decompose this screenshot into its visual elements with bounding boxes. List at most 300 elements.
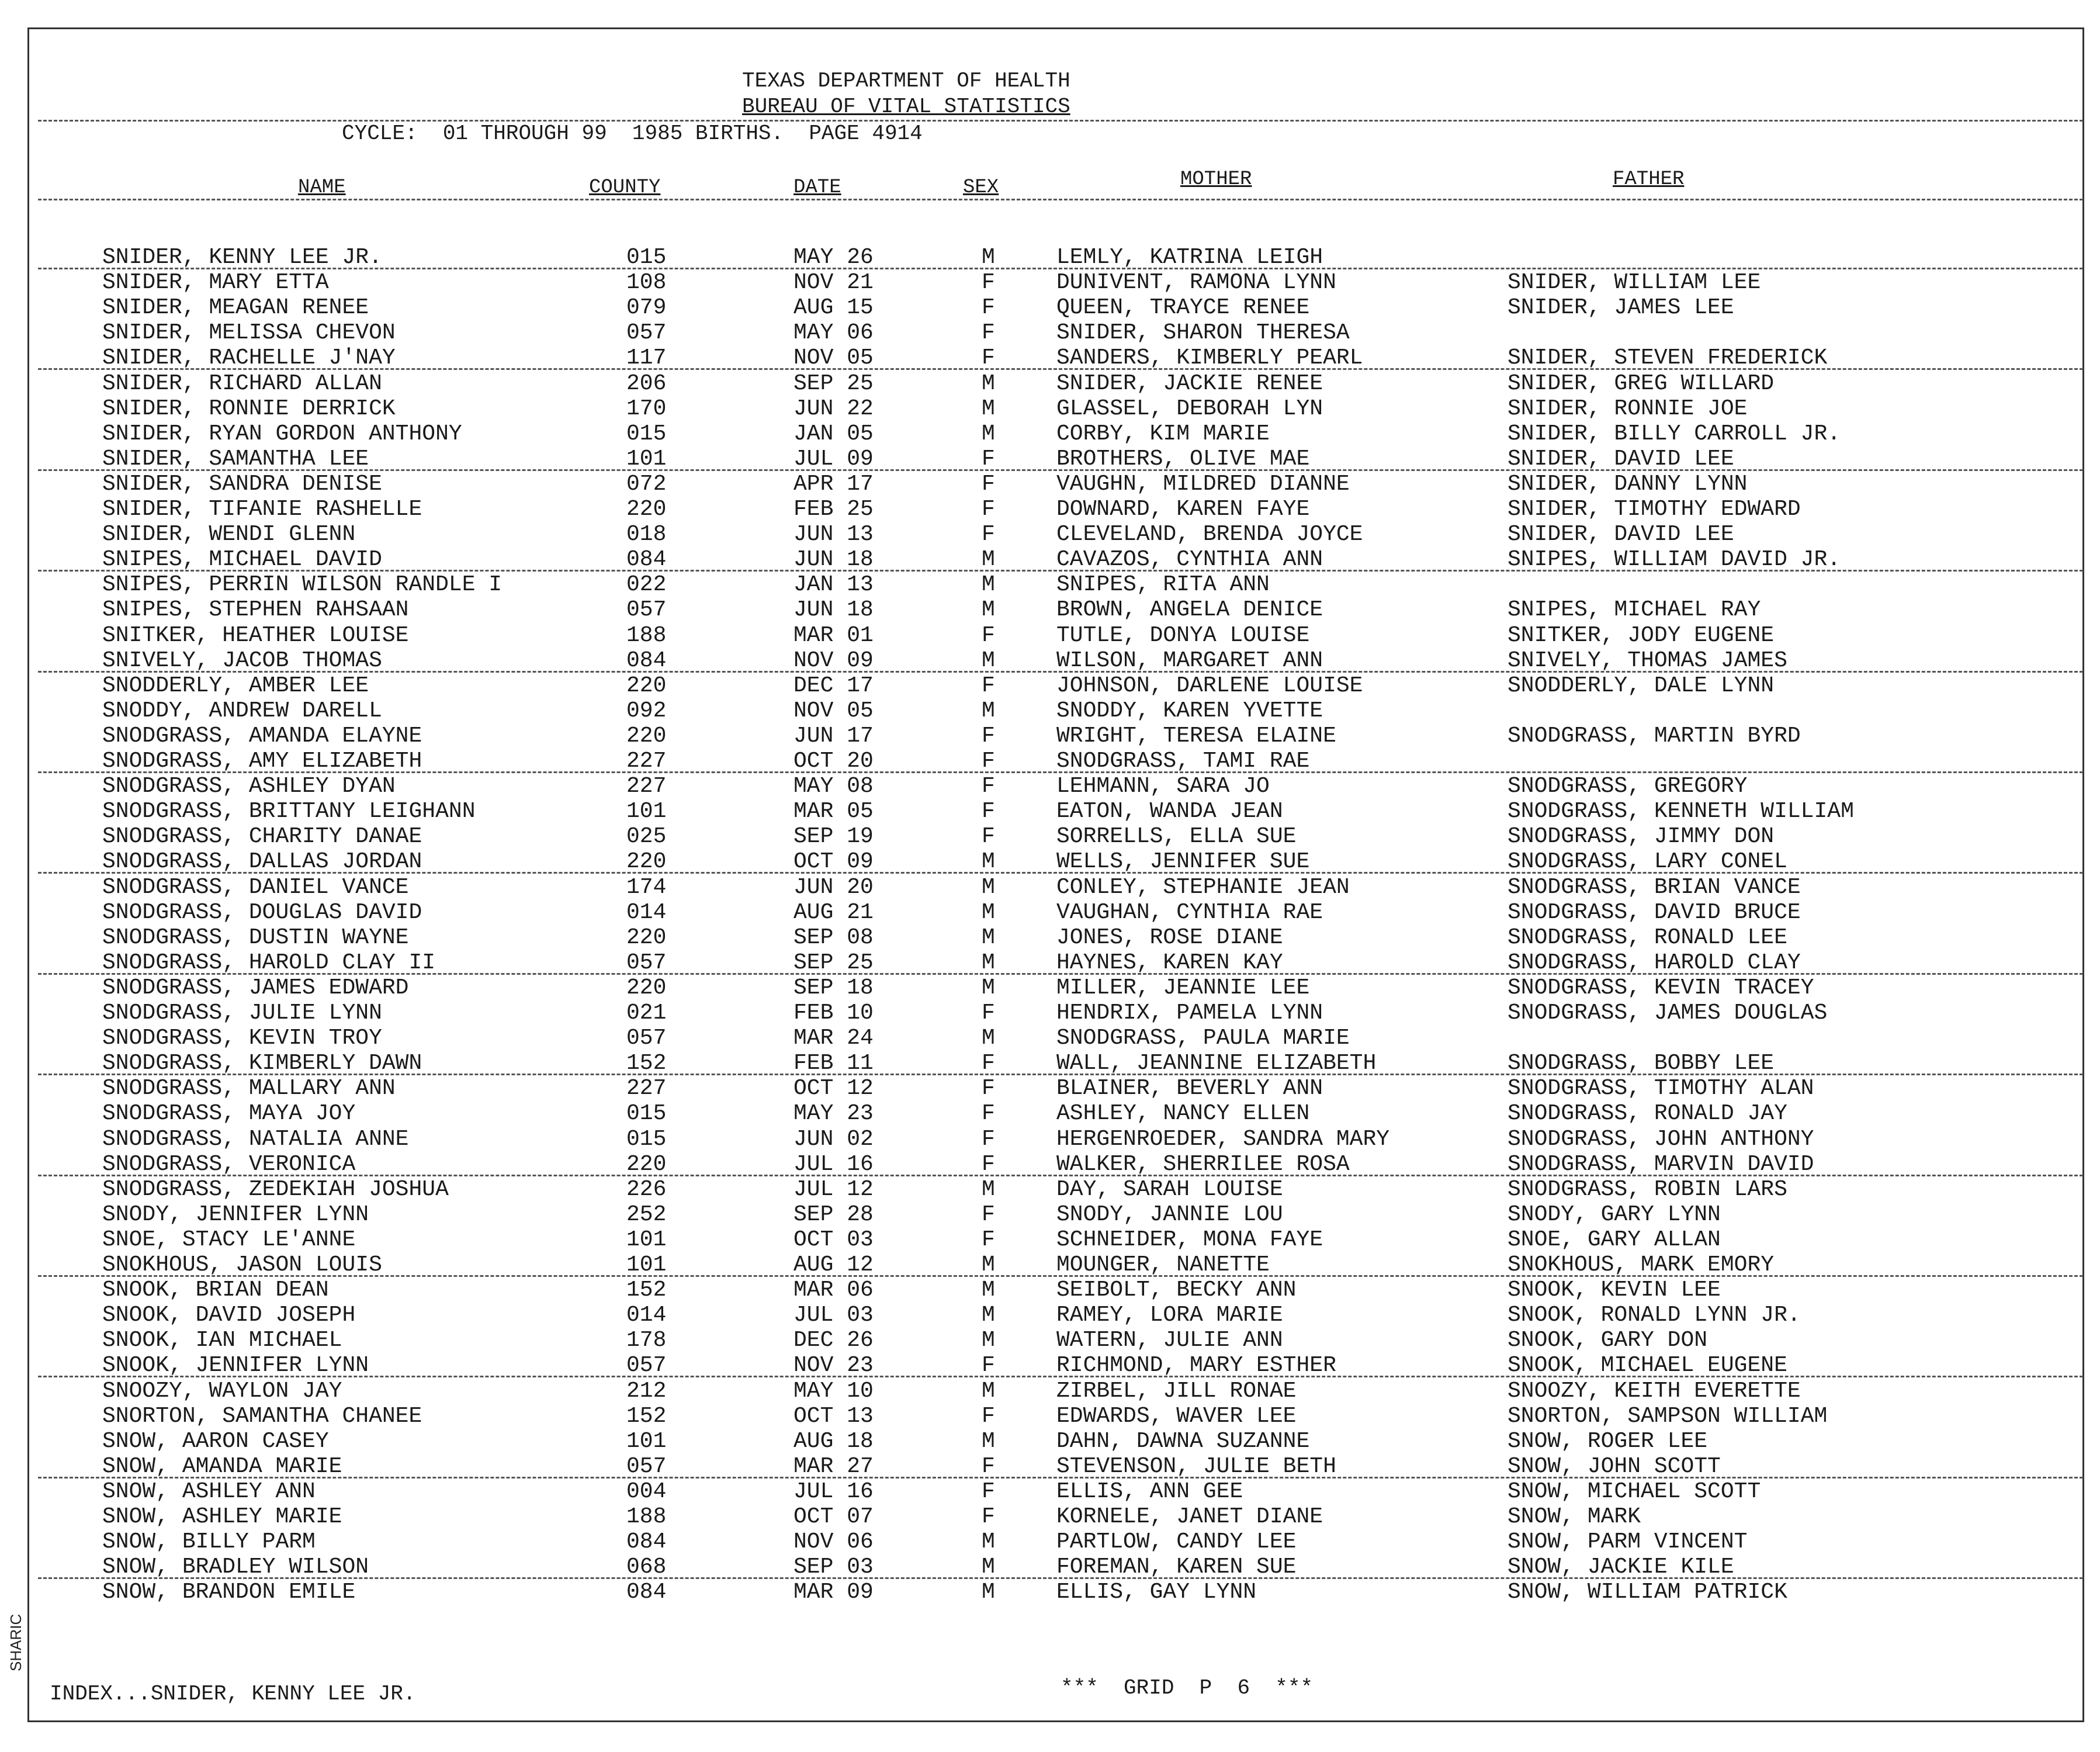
cell-name: SNOW, BILLY PARM bbox=[102, 1529, 316, 1554]
cell-sex: M bbox=[982, 950, 995, 975]
cell-county: 220 bbox=[626, 497, 667, 522]
cell-county: 170 bbox=[626, 396, 667, 421]
cell-sex: F bbox=[982, 673, 995, 698]
cell-sex: M bbox=[982, 925, 995, 950]
cell-name: SNIDER, KENNY LEE JR. bbox=[102, 245, 382, 270]
cell-date: MAY 23 bbox=[793, 1101, 874, 1126]
cell-county: 212 bbox=[626, 1379, 667, 1404]
cell-mother: BROWN, ANGELA DENICE bbox=[1056, 597, 1323, 622]
cell-father: SNODGRASS, BRIAN VANCE bbox=[1508, 875, 1801, 900]
cell-mother: SANDERS, KIMBERLY PEARL bbox=[1056, 345, 1363, 371]
cell-mother: SNODGRASS, TAMI RAE bbox=[1056, 749, 1310, 774]
column-header-mother: MOTHER bbox=[1180, 168, 1252, 191]
row-group-divider bbox=[38, 1577, 2083, 1579]
cell-name: SNOOK, JENNIFER LYNN bbox=[102, 1353, 369, 1378]
cell-sex: F bbox=[982, 1454, 995, 1479]
cell-name: SNIPES, STEPHEN RAHSAAN bbox=[102, 597, 409, 622]
cell-mother: VAUGHAN, CYNTHIA RAE bbox=[1056, 900, 1323, 925]
cell-father: SNIDER, DAVID LEE bbox=[1508, 446, 1734, 472]
cell-sex: F bbox=[982, 295, 995, 320]
cell-mother: MILLER, JEANNIE LEE bbox=[1056, 975, 1310, 1000]
cell-mother: MOUNGER, NANETTE bbox=[1056, 1252, 1270, 1277]
cell-father: SNOW, MARK bbox=[1508, 1504, 1641, 1529]
cell-date: MAY 08 bbox=[793, 774, 874, 799]
cell-name: SNOW, ASHLEY ANN bbox=[102, 1479, 316, 1504]
cell-father: SNIDER, BILLY CARROLL JR. bbox=[1508, 421, 1841, 446]
cell-county: 018 bbox=[626, 522, 667, 547]
cell-date: SEP 25 bbox=[793, 371, 874, 396]
cell-name: SNODGRASS, ZEDEKIAH JOSHUA bbox=[102, 1177, 449, 1202]
cell-father: SNOOK, MICHAEL EUGENE bbox=[1508, 1353, 1787, 1378]
cell-sex: M bbox=[982, 875, 995, 900]
cell-date: SEP 03 bbox=[793, 1554, 874, 1580]
cell-date: NOV 06 bbox=[793, 1529, 874, 1554]
cell-sex: F bbox=[982, 1127, 995, 1152]
cell-county: 015 bbox=[626, 245, 667, 270]
cell-sex: M bbox=[982, 849, 995, 874]
cell-county: 101 bbox=[626, 446, 667, 472]
cell-mother: TUTLE, DONYA LOUISE bbox=[1056, 623, 1310, 648]
row-group-divider bbox=[38, 671, 2083, 673]
cell-sex: F bbox=[982, 623, 995, 648]
row-group-divider bbox=[38, 1477, 2083, 1479]
cell-sex: F bbox=[982, 774, 995, 799]
cell-date: OCT 07 bbox=[793, 1504, 874, 1529]
cell-date: JAN 05 bbox=[793, 421, 874, 446]
cell-date: AUG 12 bbox=[793, 1252, 874, 1277]
cell-father: SNODGRASS, JAMES DOUGLAS bbox=[1508, 1000, 1828, 1026]
cell-name: SNODGRASS, MALLARY ANN bbox=[102, 1076, 396, 1101]
cell-sex: M bbox=[982, 572, 995, 597]
cell-mother: DUNIVENT, RAMONA LYNN bbox=[1056, 270, 1336, 295]
cell-sex: F bbox=[982, 749, 995, 774]
cell-sex: F bbox=[982, 320, 995, 345]
cell-date: MAY 10 bbox=[793, 1379, 874, 1404]
cell-county: 220 bbox=[626, 849, 667, 874]
cell-county: 101 bbox=[626, 1227, 667, 1252]
cell-name: SNOOK, IAN MICHAEL bbox=[102, 1328, 342, 1353]
cell-mother: SNIDER, JACKIE RENEE bbox=[1056, 371, 1323, 396]
row-group-divider bbox=[38, 973, 2083, 975]
cell-county: 227 bbox=[626, 774, 667, 799]
cell-sex: M bbox=[982, 1303, 995, 1328]
cell-date: JUL 03 bbox=[793, 1303, 874, 1328]
cell-father: SNORTON, SAMPSON WILLIAM bbox=[1508, 1404, 1828, 1429]
row-group-divider bbox=[38, 1275, 2083, 1277]
cell-county: 015 bbox=[626, 1101, 667, 1126]
column-header-name: NAME bbox=[298, 176, 346, 199]
cell-date: NOV 09 bbox=[793, 648, 874, 673]
cell-father: SNOW, PARM VINCENT bbox=[1508, 1529, 1748, 1554]
cell-date: JUL 16 bbox=[793, 1152, 874, 1177]
cell-sex: M bbox=[982, 900, 995, 925]
cell-county: 092 bbox=[626, 698, 667, 723]
cell-mother: DAY, SARAH LOUISE bbox=[1056, 1177, 1283, 1202]
cell-date: JUL 09 bbox=[793, 446, 874, 472]
cell-county: 057 bbox=[626, 950, 667, 975]
cell-date: SEP 08 bbox=[793, 925, 874, 950]
cell-mother: RAMEY, LORA MARIE bbox=[1056, 1303, 1283, 1328]
cell-father: SNIDER, STEVEN FREDERICK bbox=[1508, 345, 1828, 371]
cell-sex: M bbox=[982, 1026, 995, 1051]
cell-date: OCT 09 bbox=[793, 849, 874, 874]
cell-name: SNOW, BRANDON EMILE bbox=[102, 1580, 356, 1605]
cell-sex: F bbox=[982, 1000, 995, 1026]
cell-mother: SORRELLS, ELLA SUE bbox=[1056, 824, 1297, 849]
cell-date: NOV 05 bbox=[793, 345, 874, 371]
cell-father: SNODGRASS, RONALD LEE bbox=[1508, 925, 1787, 950]
cell-sex: M bbox=[982, 371, 995, 396]
cell-sex: M bbox=[982, 547, 995, 572]
cell-sex: M bbox=[982, 1252, 995, 1277]
cell-date: JUL 16 bbox=[793, 1479, 874, 1504]
cell-county: 057 bbox=[626, 1353, 667, 1378]
cell-date: JUN 18 bbox=[793, 547, 874, 572]
cell-mother: WILSON, MARGARET ANN bbox=[1056, 648, 1323, 673]
footer-grid: *** GRID P 6 *** bbox=[1061, 1676, 1314, 1700]
cell-name: SNODGRASS, BRITTANY LEIGHANN bbox=[102, 799, 476, 824]
cell-name: SNIDER, RACHELLE J'NAY bbox=[102, 345, 396, 371]
cell-name: SNIDER, MELISSA CHEVON bbox=[102, 320, 396, 345]
cell-sex: F bbox=[982, 824, 995, 849]
cell-mother: GLASSEL, DEBORAH LYN bbox=[1056, 396, 1323, 421]
row-group-divider bbox=[38, 771, 2083, 773]
cell-father: SNODGRASS, KEVIN TRACEY bbox=[1508, 975, 1814, 1000]
header-bureau: BUREAU OF VITAL STATISTICS bbox=[742, 95, 1070, 119]
cell-date: MAR 27 bbox=[793, 1454, 874, 1479]
cell-date: MAR 05 bbox=[793, 799, 874, 824]
cell-county: 021 bbox=[626, 1000, 667, 1026]
column-header-father: FATHER bbox=[1613, 168, 1685, 191]
cell-sex: F bbox=[982, 497, 995, 522]
cell-county: 220 bbox=[626, 723, 667, 749]
cell-father: SNIDER, WILLIAM LEE bbox=[1508, 270, 1761, 295]
cell-date: OCT 20 bbox=[793, 749, 874, 774]
cell-name: SNIDER, WENDI GLENN bbox=[102, 522, 356, 547]
cell-father: SNITKER, JODY EUGENE bbox=[1508, 623, 1775, 648]
cell-sex: M bbox=[982, 1580, 995, 1605]
cell-county: 072 bbox=[626, 472, 667, 497]
cell-father: SNIDER, JAMES LEE bbox=[1508, 295, 1734, 320]
cell-sex: F bbox=[982, 446, 995, 472]
cell-mother: RICHMOND, MARY ESTHER bbox=[1056, 1353, 1336, 1378]
cell-sex: F bbox=[982, 345, 995, 371]
cell-mother: ASHLEY, NANCY ELLEN bbox=[1056, 1101, 1310, 1126]
cell-county: 014 bbox=[626, 1303, 667, 1328]
cell-sex: F bbox=[982, 1202, 995, 1227]
cell-date: JUN 18 bbox=[793, 597, 874, 622]
cell-name: SNOW, ASHLEY MARIE bbox=[102, 1504, 342, 1529]
cell-name: SNORTON, SAMANTHA CHANEE bbox=[102, 1404, 422, 1429]
cell-date: MAY 06 bbox=[793, 320, 874, 345]
cell-sex: M bbox=[982, 1429, 995, 1454]
cell-father: SNIPES, MICHAEL RAY bbox=[1508, 597, 1761, 622]
cell-name: SNOW, AMANDA MARIE bbox=[102, 1454, 342, 1479]
cell-date: NOV 05 bbox=[793, 698, 874, 723]
row-group-divider bbox=[38, 872, 2083, 874]
cell-county: 015 bbox=[626, 1127, 667, 1152]
cell-father: SNOOK, GARY DON bbox=[1508, 1328, 1708, 1353]
cell-mother: SNIPES, RITA ANN bbox=[1056, 572, 1270, 597]
cell-sex: F bbox=[982, 799, 995, 824]
cell-name: SNIDER, RYAN GORDON ANTHONY bbox=[102, 421, 462, 446]
cell-county: 084 bbox=[626, 1529, 667, 1554]
cell-father: SNODGRASS, GREGORY bbox=[1508, 774, 1748, 799]
cell-father: SNODGRASS, JOHN ANTHONY bbox=[1508, 1127, 1814, 1152]
cell-mother: EDWARDS, WAVER LEE bbox=[1056, 1404, 1297, 1429]
cell-mother: DAHN, DAWNA SUZANNE bbox=[1056, 1429, 1310, 1454]
cell-date: SEP 19 bbox=[793, 824, 874, 849]
cell-county: 014 bbox=[626, 900, 667, 925]
cell-father: SNIDER, DAVID LEE bbox=[1508, 522, 1734, 547]
cell-sex: F bbox=[982, 522, 995, 547]
cell-sex: M bbox=[982, 648, 995, 673]
cell-county: 220 bbox=[626, 673, 667, 698]
cell-date: MAR 24 bbox=[793, 1026, 874, 1051]
cell-sex: M bbox=[982, 1328, 995, 1353]
cell-county: 084 bbox=[626, 1580, 667, 1605]
cell-sex: F bbox=[982, 270, 995, 295]
cell-father: SNOW, ROGER LEE bbox=[1508, 1429, 1708, 1454]
cell-date: DEC 17 bbox=[793, 673, 874, 698]
cell-sex: M bbox=[982, 1554, 995, 1580]
cell-date: FEB 25 bbox=[793, 497, 874, 522]
cell-county: 117 bbox=[626, 345, 667, 371]
cell-date: NOV 21 bbox=[793, 270, 874, 295]
cell-father: SNOW, JACKIE KILE bbox=[1508, 1554, 1734, 1580]
cell-name: SNODGRASS, DANIEL VANCE bbox=[102, 875, 409, 900]
cell-sex: M bbox=[982, 975, 995, 1000]
cell-name: SNIPES, MICHAEL DAVID bbox=[102, 547, 382, 572]
cell-mother: CAVAZOS, CYNTHIA ANN bbox=[1056, 547, 1323, 572]
cell-mother: WATERN, JULIE ANN bbox=[1056, 1328, 1283, 1353]
cell-name: SNIDER, TIFANIE RASHELLE bbox=[102, 497, 422, 522]
cell-county: 101 bbox=[626, 1252, 667, 1277]
cell-sex: M bbox=[982, 1177, 995, 1202]
cell-sex: F bbox=[982, 1227, 995, 1252]
cell-county: 152 bbox=[626, 1404, 667, 1429]
cell-county: 174 bbox=[626, 875, 667, 900]
cell-date: FEB 10 bbox=[793, 1000, 874, 1026]
cell-sex: M bbox=[982, 1529, 995, 1554]
cell-sex: M bbox=[982, 421, 995, 446]
row-group-divider bbox=[38, 570, 2083, 572]
cell-mother: LEMLY, KATRINA LEIGH bbox=[1056, 245, 1323, 270]
cell-name: SNIDER, RONNIE DERRICK bbox=[102, 396, 396, 421]
row-group-divider bbox=[38, 368, 2083, 370]
cell-name: SNODGRASS, DOUGLAS DAVID bbox=[102, 900, 422, 925]
cell-sex: F bbox=[982, 1051, 995, 1076]
cell-county: 057 bbox=[626, 320, 667, 345]
cell-county: 227 bbox=[626, 1076, 667, 1101]
cell-name: SNODGRASS, MAYA JOY bbox=[102, 1101, 356, 1126]
cell-father: SNODGRASS, HAROLD CLAY bbox=[1508, 950, 1801, 975]
cell-name: SNODGRASS, DUSTIN WAYNE bbox=[102, 925, 409, 950]
cell-sex: M bbox=[982, 597, 995, 622]
cell-date: SEP 28 bbox=[793, 1202, 874, 1227]
header-department: TEXAS DEPARTMENT OF HEALTH bbox=[742, 69, 1070, 93]
cell-county: 101 bbox=[626, 1429, 667, 1454]
cell-name: SNITKER, HEATHER LOUISE bbox=[102, 623, 409, 648]
cell-county: 220 bbox=[626, 925, 667, 950]
column-header-date: DATE bbox=[793, 176, 841, 199]
cell-name: SNIDER, MARY ETTA bbox=[102, 270, 329, 295]
footer-index: INDEX...SNIDER, KENNY LEE JR. bbox=[50, 1682, 416, 1706]
cell-father: SNOW, MICHAEL SCOTT bbox=[1508, 1479, 1761, 1504]
column-header-county: COUNTY bbox=[589, 176, 661, 199]
cell-name: SNODGRASS, DALLAS JORDAN bbox=[102, 849, 422, 874]
cell-mother: STEVENSON, JULIE BETH bbox=[1056, 1454, 1336, 1479]
cell-date: OCT 03 bbox=[793, 1227, 874, 1252]
cell-date: SEP 25 bbox=[793, 950, 874, 975]
cell-sex: F bbox=[982, 723, 995, 749]
cell-date: NOV 23 bbox=[793, 1353, 874, 1378]
cell-name: SNODGRASS, ASHLEY DYAN bbox=[102, 774, 396, 799]
cell-mother: SNODDY, KAREN YVETTE bbox=[1056, 698, 1323, 723]
cell-father: SNOE, GARY ALLAN bbox=[1508, 1227, 1721, 1252]
cell-mother: HAYNES, KAREN KAY bbox=[1056, 950, 1283, 975]
cell-county: 068 bbox=[626, 1554, 667, 1580]
cell-county: 152 bbox=[626, 1277, 667, 1303]
cell-date: JUN 02 bbox=[793, 1127, 874, 1152]
cell-name: SNODDY, ANDREW DARELL bbox=[102, 698, 382, 723]
cell-name: SNIPES, PERRIN WILSON RANDLE I bbox=[102, 572, 503, 597]
cell-mother: WRIGHT, TERESA ELAINE bbox=[1056, 723, 1336, 749]
cell-county: 188 bbox=[626, 1504, 667, 1529]
cell-father: SNOOK, KEVIN LEE bbox=[1508, 1277, 1721, 1303]
cell-father: SNODGRASS, DAVID BRUCE bbox=[1508, 900, 1801, 925]
cell-mother: WELLS, JENNIFER SUE bbox=[1056, 849, 1310, 874]
cell-county: 178 bbox=[626, 1328, 667, 1353]
cell-name: SNODDERLY, AMBER LEE bbox=[102, 673, 369, 698]
cell-sex: F bbox=[982, 1404, 995, 1429]
cell-sex: F bbox=[982, 1076, 995, 1101]
cell-county: 227 bbox=[626, 749, 667, 774]
cell-county: 152 bbox=[626, 1051, 667, 1076]
cell-date: OCT 13 bbox=[793, 1404, 874, 1429]
cell-name: SNOW, AARON CASEY bbox=[102, 1429, 329, 1454]
cell-date: OCT 12 bbox=[793, 1076, 874, 1101]
cell-date: JUN 17 bbox=[793, 723, 874, 749]
cell-mother: FOREMAN, KAREN SUE bbox=[1056, 1554, 1297, 1580]
cell-county: 252 bbox=[626, 1202, 667, 1227]
row-group-divider bbox=[38, 1074, 2083, 1075]
cell-father: SNOOZY, KEITH EVERETTE bbox=[1508, 1379, 1801, 1404]
cell-father: SNODGRASS, MARVIN DAVID bbox=[1508, 1152, 1814, 1177]
cell-mother: DOWNARD, KAREN FAYE bbox=[1056, 497, 1310, 522]
cell-sex: M bbox=[982, 245, 995, 270]
cell-father: SNIDER, RONNIE JOE bbox=[1508, 396, 1748, 421]
cell-name: SNODGRASS, AMANDA ELAYNE bbox=[102, 723, 422, 749]
cell-name: SNODGRASS, HAROLD CLAY II bbox=[102, 950, 436, 975]
row-group-divider bbox=[38, 1175, 2083, 1176]
cell-county: 025 bbox=[626, 824, 667, 849]
cell-mother: ELLIS, GAY LYNN bbox=[1056, 1580, 1257, 1605]
cell-name: SNODY, JENNIFER LYNN bbox=[102, 1202, 369, 1227]
cell-mother: WALL, JEANNINE ELIZABETH bbox=[1056, 1051, 1377, 1076]
cell-county: 084 bbox=[626, 648, 667, 673]
cell-name: SNIDER, SANDRA DENISE bbox=[102, 472, 382, 497]
cell-date: JUL 12 bbox=[793, 1177, 874, 1202]
cell-sex: F bbox=[982, 1353, 995, 1378]
cell-name: SNIDER, MEAGAN RENEE bbox=[102, 295, 369, 320]
cell-name: SNIDER, RICHARD ALLAN bbox=[102, 371, 382, 396]
cell-sex: F bbox=[982, 1101, 995, 1126]
cell-mother: CORBY, KIM MARIE bbox=[1056, 421, 1270, 446]
cell-county: 079 bbox=[626, 295, 667, 320]
cell-date: MAR 01 bbox=[793, 623, 874, 648]
cell-name: SNOOK, BRIAN DEAN bbox=[102, 1277, 329, 1303]
cell-name: SNIVELY, JACOB THOMAS bbox=[102, 648, 382, 673]
cell-county: 226 bbox=[626, 1177, 667, 1202]
cell-date: JUN 13 bbox=[793, 522, 874, 547]
cell-mother: WALKER, SHERRILEE ROSA bbox=[1056, 1152, 1350, 1177]
cell-name: SNODGRASS, CHARITY DANAE bbox=[102, 824, 422, 849]
cell-name: SNODGRASS, VERONICA bbox=[102, 1152, 356, 1177]
cell-father: SNOOK, RONALD LYNN JR. bbox=[1508, 1303, 1801, 1328]
cell-name: SNOOK, DAVID JOSEPH bbox=[102, 1303, 356, 1328]
cell-mother: SNIDER, SHARON THERESA bbox=[1056, 320, 1350, 345]
cell-father: SNOW, WILLIAM PATRICK bbox=[1508, 1580, 1787, 1605]
cell-mother: PARTLOW, CANDY LEE bbox=[1056, 1529, 1297, 1554]
cell-county: 084 bbox=[626, 547, 667, 572]
cell-date: MAY 26 bbox=[793, 245, 874, 270]
cell-sex: F bbox=[982, 1479, 995, 1504]
cell-county: 004 bbox=[626, 1479, 667, 1504]
cell-father: SNIVELY, THOMAS JAMES bbox=[1508, 648, 1787, 673]
cell-father: SNOW, JOHN SCOTT bbox=[1508, 1454, 1721, 1479]
cell-sex: M bbox=[982, 1379, 995, 1404]
cell-father: SNODGRASS, LARY CONEL bbox=[1508, 849, 1787, 874]
cell-date: SEP 18 bbox=[793, 975, 874, 1000]
cell-mother: JOHNSON, DARLENE LOUISE bbox=[1056, 673, 1363, 698]
cell-date: AUG 18 bbox=[793, 1429, 874, 1454]
cell-name: SNOW, BRADLEY WILSON bbox=[102, 1554, 369, 1580]
cell-date: AUG 15 bbox=[793, 295, 874, 320]
cell-father: SNODY, GARY LYNN bbox=[1508, 1202, 1721, 1227]
cell-date: MAR 09 bbox=[793, 1580, 874, 1605]
cell-father: SNIPES, WILLIAM DAVID JR. bbox=[1508, 547, 1841, 572]
cell-mother: SCHNEIDER, MONA FAYE bbox=[1056, 1227, 1323, 1252]
cell-date: MAR 06 bbox=[793, 1277, 874, 1303]
column-header-sex: SEX bbox=[963, 176, 999, 199]
cell-sex: F bbox=[982, 1504, 995, 1529]
cell-father: SNODGRASS, ROBIN LARS bbox=[1508, 1177, 1787, 1202]
cell-county: 188 bbox=[626, 623, 667, 648]
cell-date: JUN 22 bbox=[793, 396, 874, 421]
cell-father: SNODGRASS, KENNETH WILLIAM bbox=[1508, 799, 1854, 824]
cell-sex: F bbox=[982, 472, 995, 497]
cell-mother: HERGENROEDER, SANDRA MARY bbox=[1056, 1127, 1390, 1152]
cell-name: SNODGRASS, KEVIN TROY bbox=[102, 1026, 382, 1051]
cell-date: AUG 21 bbox=[793, 900, 874, 925]
cell-father: SNODGRASS, MARTIN BYRD bbox=[1508, 723, 1801, 749]
cell-date: APR 17 bbox=[793, 472, 874, 497]
cell-county: 057 bbox=[626, 1026, 667, 1051]
cell-father: SNODGRASS, JIMMY DON bbox=[1508, 824, 1775, 849]
side-label: SHARIC bbox=[7, 1613, 25, 1671]
cell-mother: BROTHERS, OLIVE MAE bbox=[1056, 446, 1310, 472]
header-cycle: CYCLE: 01 THROUGH 99 1985 BIRTHS. PAGE 4914 bbox=[342, 122, 923, 146]
cell-county: 206 bbox=[626, 371, 667, 396]
cell-county: 015 bbox=[626, 421, 667, 446]
cell-name: SNODGRASS, KIMBERLY DAWN bbox=[102, 1051, 422, 1076]
cell-county: 220 bbox=[626, 1152, 667, 1177]
cell-mother: HENDRIX, PAMELA LYNN bbox=[1056, 1000, 1323, 1026]
cell-name: SNODGRASS, NATALIA ANNE bbox=[102, 1127, 409, 1152]
cell-date: DEC 26 bbox=[793, 1328, 874, 1353]
cell-father: SNODGRASS, BOBBY LEE bbox=[1508, 1051, 1775, 1076]
